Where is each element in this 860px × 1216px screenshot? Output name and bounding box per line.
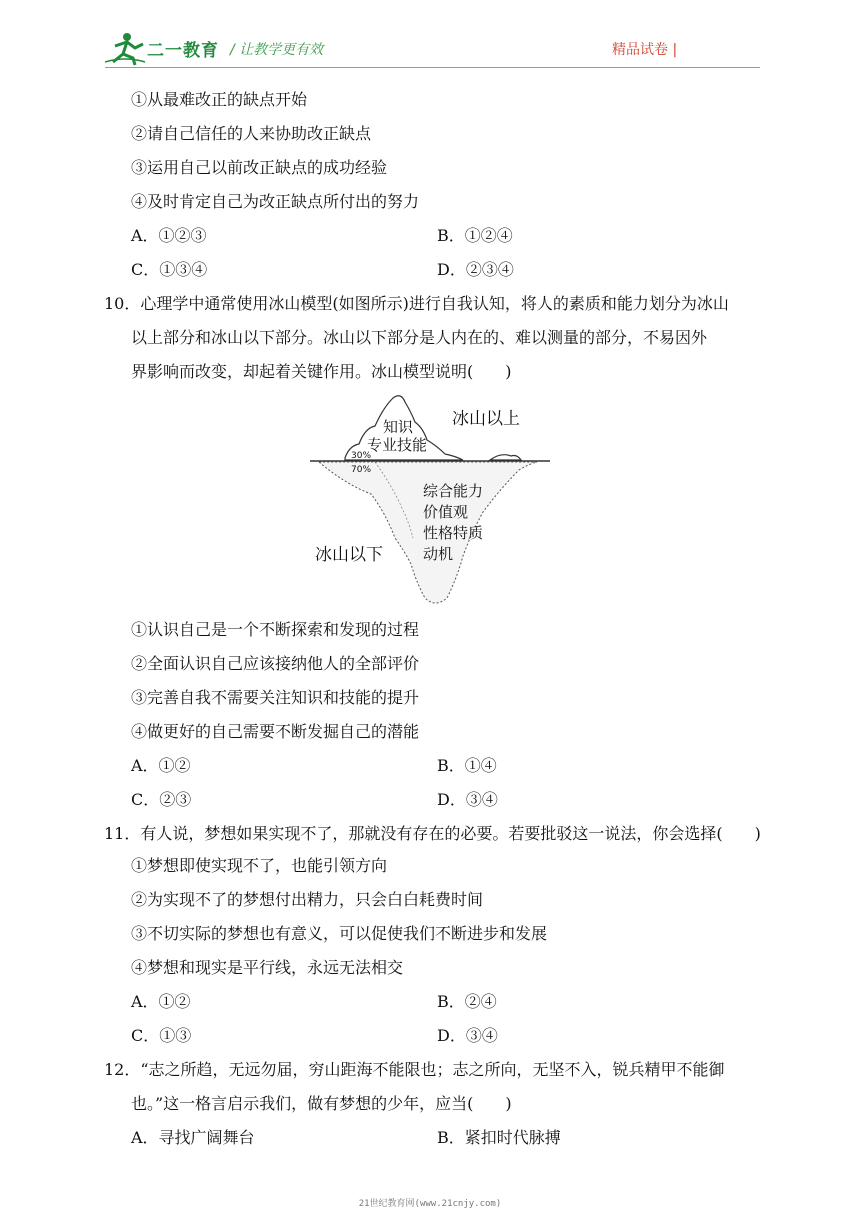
label-professional-skills: 专业技能: [367, 436, 428, 454]
label-motivation: 动机: [423, 545, 454, 563]
header-slogan: / 让教学更有效: [230, 42, 324, 58]
label-below-water: 冰山以下: [315, 545, 383, 565]
q10-stem-line-2: 以上部分和冰山以下部分。冰山以下部分是人内在的、难以测量的部分，不易因外: [131, 328, 708, 347]
q9-choice-a: A．①②③: [131, 226, 207, 245]
q9-option-3: ③运用自己以前改正缺点的成功经验: [131, 158, 388, 177]
q10-choice-a: A．①②: [131, 756, 191, 775]
q11-option-1: ①梦想即使实现不了，也能引领方向: [131, 856, 388, 875]
page-footer: 21世纪教育网(www.21cnjy.com): [358, 1199, 502, 1209]
q12-choice-a: A．寻找广阔舞台: [131, 1128, 255, 1147]
label-above-water: 冰山以上: [452, 409, 520, 429]
q11-option-2: ②为实现不了的梦想付出精力，只会白白耗费时间: [131, 890, 484, 909]
q12-stem-line-2: 也。”这一格言启示我们，做有梦想的少年，应当( ): [131, 1094, 512, 1113]
header-divider: [105, 67, 760, 68]
q11-option-4: ④梦想和现实是平行线，永远无法相交: [131, 958, 404, 977]
q10-option-2: ②全面认识自己应该接纳他人的全部评价: [131, 654, 420, 673]
q10-choice-d: D．③④: [437, 790, 498, 809]
logo-text: 二一教育: [147, 41, 219, 61]
q11-option-3: ③不切实际的梦想也有意义，可以促使我们不断进步和发展: [131, 924, 548, 943]
label-30-percent: 30%: [351, 451, 372, 461]
q10-option-3: ③完善自我不需要关注知识和技能的提升: [131, 688, 420, 707]
label-personality-traits: 性格特质: [423, 524, 484, 542]
q11-choice-b: B．②④: [437, 992, 497, 1011]
q9-option-2: ②请自己信任的人来协助改正缺点: [131, 124, 372, 143]
q9-choice-d: D．②③④: [437, 260, 514, 279]
q12-stem-line-1: 12．“志之所趋，无远勿届，穷山距海不能限也；志之所向，无坚不入，锐兵精甲不能御: [104, 1060, 725, 1079]
q10-choice-b: B．①④: [437, 756, 497, 775]
q11-choice-a: A．①②: [131, 992, 191, 1011]
header-badge: 精品试卷 |: [612, 42, 678, 58]
q9-option-1: ①从最难改正的缺点开始: [131, 90, 308, 109]
q11-choice-c: C．①③: [131, 1026, 192, 1045]
iceberg-small-peak: [490, 455, 521, 460]
q10-stem-line-1: 10．心理学中通常使用冰山模型(如图所示)进行自我认知，将人的素质和能力划分为冰山: [104, 294, 729, 313]
q11-stem: 11．有人说，梦想如果实现不了，那就没有存在的必要。若要批驳这一说法，你会选择( ): [104, 824, 761, 843]
q9-option-4: ④及时肯定自己为改正缺点所付出的努力: [131, 192, 420, 211]
q12-choice-b: B．紧扣时代脉搏: [437, 1128, 561, 1147]
label-70-percent: 70%: [351, 465, 372, 475]
iceberg-figure: [305, 388, 555, 608]
q9-choice-b: B．①②④: [437, 226, 513, 245]
label-comprehensive-ability: 综合能力: [423, 482, 484, 500]
q10-stem-line-3: 界影响而改变，却起着关键作用。冰山模型说明( ): [131, 362, 512, 381]
q10-option-4: ④做更好的自己需要不断发掘自己的潜能: [131, 722, 420, 741]
q10-choice-c: C．②③: [131, 790, 192, 809]
q9-choice-c: C．①③④: [131, 260, 208, 279]
q10-option-1: ①认识自己是一个不断探索和发现的过程: [131, 620, 420, 639]
q11-choice-d: D．③④: [437, 1026, 498, 1045]
label-values: 价值观: [423, 503, 469, 521]
label-knowledge: 知识: [383, 418, 414, 436]
page-header: [0, 0, 860, 80]
